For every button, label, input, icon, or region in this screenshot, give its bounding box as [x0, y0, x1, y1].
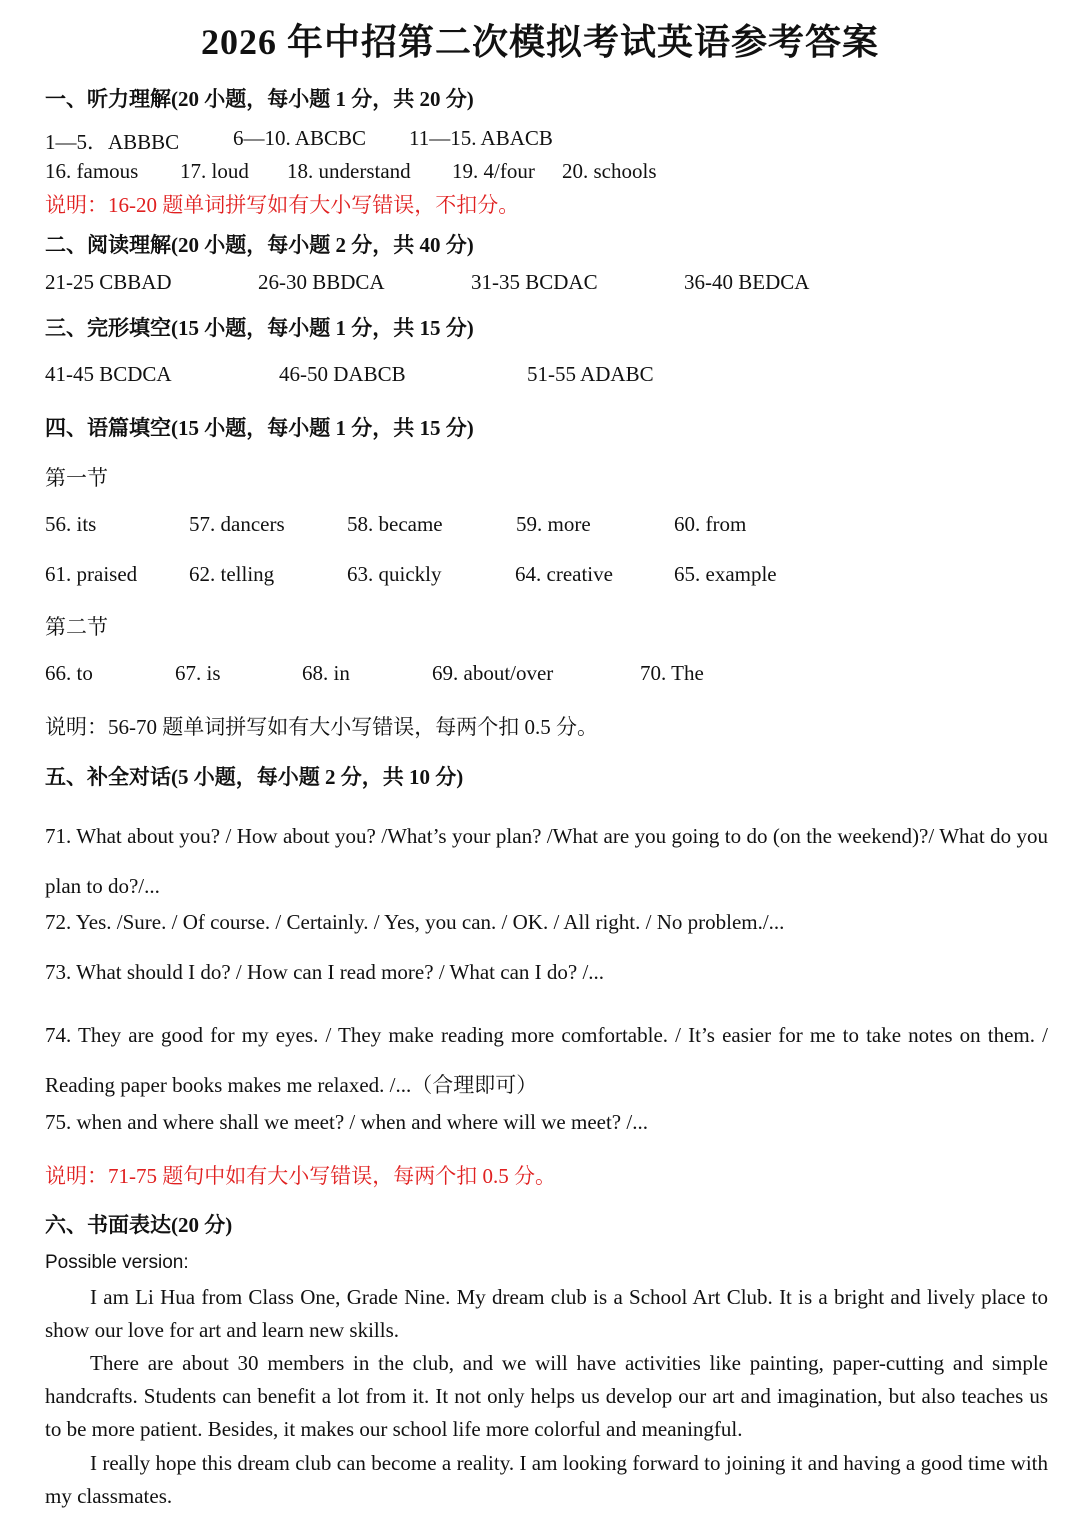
answer-group: 41-45 BCDCA [45, 362, 172, 386]
part-label: 第一节 [45, 466, 108, 490]
answer-group: 1—5．ABBBC [45, 130, 180, 154]
scoring-note: 说明：71-75 题句中如有大小写错误，每两个扣 0.5 分。 [45, 1164, 556, 1188]
answer-item: 68. in [302, 661, 350, 685]
essay-paragraph: I am Li Hua from Class One, Grade Nine. My dream club is a School Art Club. It is a bright and lively place to show our love for art and learn new skills. [45, 1285, 1048, 1342]
answer-group: 46-50 DABCB [279, 362, 406, 386]
answer-item: 18. understand [287, 159, 411, 183]
answer-74: 74. They are good for my eyes. / They make reading more comfortable. / It’s easier for me to take notes on them. / Reading paper books makes me relaxed. /...（合理即可） [45, 1023, 1048, 1097]
answer-item: 63. quickly [347, 562, 442, 586]
answer-group: 21-25 CBBAD [45, 270, 172, 294]
answer-item: 64. creative [515, 562, 613, 586]
answer-item: 19. 4/four [452, 159, 535, 183]
answer-item: 20. schools [562, 159, 657, 183]
section-heading-cloze: 三、完形填空(15 小题，每小题 1 分，共 15 分) [45, 316, 474, 340]
essay-paragraph: I really hope this dream club can become a reality. I am looking forward to joining it and having a good time with my classmates. [45, 1451, 1048, 1508]
answer-item: 66. to [45, 661, 93, 685]
section-heading-reading: 二、阅读理解(20 小题，每小题 2 分，共 40 分) [45, 233, 474, 257]
answer-group: 51-55 ADABC [527, 362, 654, 386]
answer-group: 6—10. ABCBC [233, 126, 367, 150]
answer-item: 57. dancers [189, 512, 285, 536]
scoring-note: 说明：16-20 题单词拼写如有大小写错误，不扣分。 [45, 193, 520, 217]
section-heading-dialogue: 五、补全对话(5 小题，每小题 2 分，共 10 分) [45, 765, 464, 789]
answer-71: 71. What about you? / How about you? /What’s your plan? /What are you going to do (on the weekend)?/ What do you plan to do?/... [45, 824, 1048, 898]
essay-paragraph: There are about 30 members in the club, and we will have activities like painting, paper-cutting and simple handcrafts. Students can benefit a lot from it. It not only helps us develop our art and imagination, but also teaches us to be more patient. Besides, it makes our school life more colorful and meaningful. [45, 1351, 1048, 1441]
answer-item: 16. famous [45, 159, 139, 183]
answer-item: 60. from [674, 512, 747, 536]
page-title: 2026 年中招第二次模拟考试英语参考答案 [200, 22, 879, 62]
answer-75: 75. when and where shall we meet? / when and where will we meet? /... [45, 1110, 648, 1134]
answer-group: 31-35 BCDAC [471, 270, 598, 294]
section-heading-listening: 一、听力理解(20 小题，每小题 1 分，共 20 分) [45, 87, 474, 111]
answer-item: 67. is [175, 661, 221, 685]
answer-73: 73. What should I do? / How can I read more? / What can I do? /... [45, 960, 605, 984]
scoring-note: 说明：56-70 题单词拼写如有大小写错误，每两个扣 0.5 分。 [45, 715, 598, 739]
part-label: 第二节 [45, 615, 108, 639]
answer-item: 17. loud [180, 159, 249, 183]
answer-group: 11—15. ABACB [409, 126, 553, 150]
answer-item: 69. about/over [432, 661, 554, 685]
answer-item: 65. example [674, 562, 777, 586]
section-heading-passage-fill: 四、语篇填空(15 小题，每小题 1 分，共 15 分) [45, 416, 474, 440]
section-heading-writing: 六、书面表达(20 分) [45, 1213, 233, 1237]
answer-group: 36-40 BEDCA [684, 270, 810, 294]
answer-72: 72. Yes. /Sure. / Of course. / Certainly. / Yes, you can. / OK. / All right. / No problem./... [45, 910, 785, 934]
possible-version-label: Possible version: [45, 1252, 189, 1273]
answer-item: 58. became [347, 512, 443, 536]
answer-item: 56. its [45, 512, 97, 536]
answer-item: 61. praised [45, 562, 138, 586]
answer-item: 59. more [516, 512, 591, 536]
answer-item: 70. The [640, 661, 704, 685]
answer-group: 26-30 BBDCA [258, 270, 385, 294]
answer-item: 62. telling [189, 562, 275, 586]
